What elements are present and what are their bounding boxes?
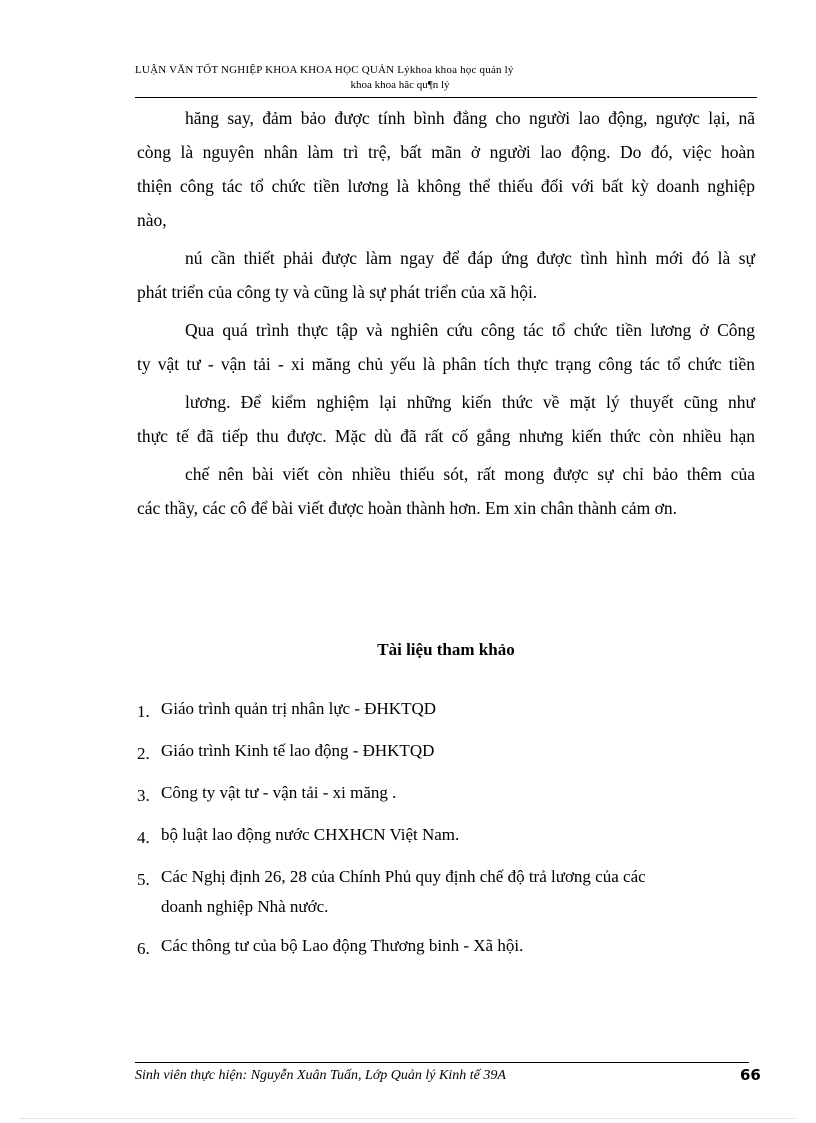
reference-item [137, 931, 755, 964]
paragraph-line: Qua quá trình thực tập và nghiên cứu công tác tổ chức tiền lương ở Công [185, 320, 755, 340]
paragraph-line: hăng say, đảm bảo được tính bình đẳng cho người lao động, ngược lại, nã [185, 108, 755, 128]
header-divider [135, 97, 757, 98]
paragraph-line: ty vật tư - vận tải - xi măng chủ yếu là phân tích thực trạng công tác tổ chức tiền [137, 354, 755, 374]
paragraph-line: nào, [137, 210, 167, 230]
reference-text [161, 862, 755, 922]
paragraph-line: lương. Để kiểm nghiệm lại những kiến thức về mặt lý thuyết cũng như [185, 392, 755, 412]
paragraph-line: các thầy, các cô để bài viết được hoàn thành hơn. Em xin chân thành cảm ơn. [137, 498, 678, 518]
reference-item [137, 778, 755, 811]
paragraph-line: chế nên bài viết còn nhiều thiếu sót, rất mong được sự chỉ bảo thêm của [185, 464, 755, 484]
reference-item [137, 820, 755, 853]
body-text-block [137, 101, 755, 525]
page-bottom-edge [20, 1118, 796, 1119]
reference-item [137, 736, 755, 769]
references-list [137, 694, 755, 973]
paragraph-line: còng là nguyên nhân làm trì trệ, bất mãn ở người lao động. Do đó, việc hoàn [137, 142, 755, 162]
paragraph-line: phát triển của công ty và cũng là sự phát triển của xã hội. [137, 282, 538, 302]
page-number: 66 [740, 1066, 761, 1084]
reference-number: 4. [137, 828, 150, 847]
footer-author: Sinh viên thực hiện: Nguyễn Xuân Tuấn, Lớp Quản lý Kinh tế 39A [135, 1068, 506, 1083]
running-header-title: LUẬN VĂN TỐT NGHIỆP KHOA KHOA HỌC QUẢN Lýkhoa khoa học quản lý [135, 64, 514, 76]
paragraph-line: thiện công tác tổ chức tiền lương là không thể thiếu đối với bất kỳ doanh nghiệp [137, 176, 755, 196]
reference-text: bộ luật lao động nước CHXHCN Việt Nam. [161, 825, 460, 844]
reference-text: Công ty vật tư - vận tải - xi măng . [161, 783, 397, 802]
reference-text-line: doanh nghiệp Nhà nước. [161, 897, 329, 916]
reference-item [137, 694, 755, 727]
reference-text: Giáo trình Kinh tế lao động - ĐHKTQD [161, 741, 435, 760]
reference-item [137, 862, 755, 922]
footer-divider [135, 1062, 749, 1063]
reference-number: 2. [137, 744, 150, 763]
running-header-subtitle: khoa khoa hăc qu¶n lý [350, 79, 450, 91]
paragraph-line: thực tế đã tiếp thu được. Mặc dù đã rất cố gắng nhưng kiến thức còn nhiều hạn [137, 426, 755, 446]
reference-number: 3. [137, 786, 150, 805]
reference-text-line: Các Nghị định 26, 28 của Chính Phủ quy định chế độ trả lương của các [161, 867, 646, 886]
reference-number: 1. [137, 702, 150, 721]
references-title: Tài liệu tham khảo [377, 640, 515, 659]
reference-number: 6. [137, 939, 150, 958]
reference-text: Giáo trình quản trị nhân lực - ĐHKTQD [161, 699, 437, 718]
paragraph-line: nú cần thiết phải được làm ngay để đáp ứng được tình hình mới đó là sự [185, 248, 755, 268]
reference-number: 5. [137, 870, 150, 889]
reference-text: Các thông tư của bộ Lao động Thương binh - Xã hội. [161, 936, 524, 955]
